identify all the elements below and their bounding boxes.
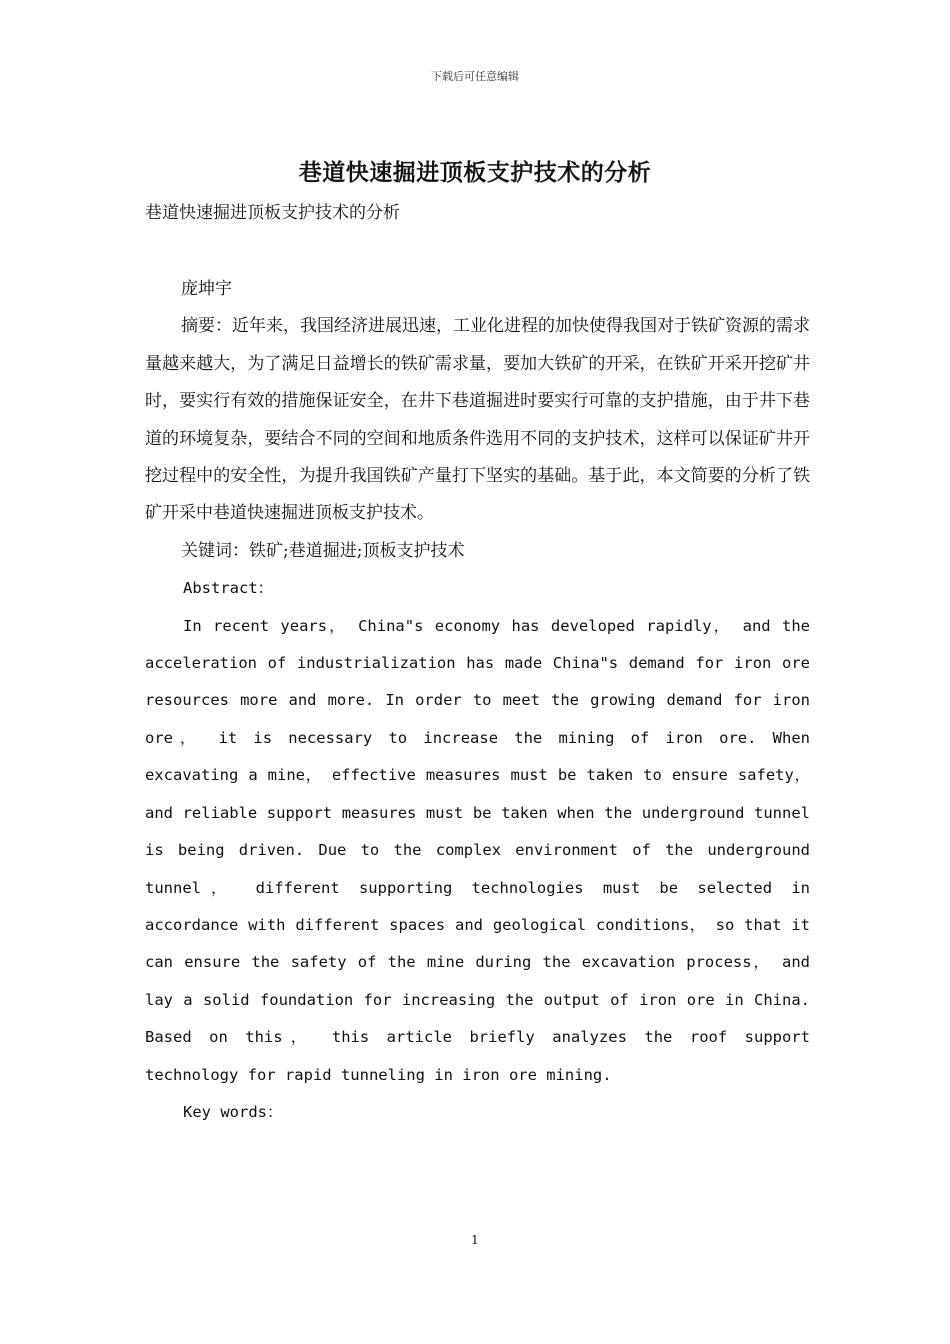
- header-note: 下载后可任意编辑: [431, 70, 519, 83]
- keywords-english-label: Key words：: [183, 1102, 283, 1121]
- keywords-chinese: 关键词：铁矿;巷道掘进;顶板支护技术: [181, 540, 465, 561]
- document-subtitle: 巷道快速掘进顶板支护技术的分析: [145, 203, 400, 223]
- document-body: [145, 199, 810, 1131]
- abstract-chinese: 摘要：近年来，我国经济进展迅速，工业化进程的加快使得我国对于铁矿资源的需求量越来越大，为了满足日益增长的铁矿需求量，要加大铁矿的开采，在铁矿开采开挖矿井时，要实行有效的措施保证安全，在井下巷道掘进时要实行可靠的支护措施，由于井下巷道的环境复杂，要结合不同的空间和地质条件选用不同的支护技术，这样可以保证矿井开挖过程中的安全性，为提升我国铁矿产量打下坚实的基础。基于此，本文简要的分析了铁矿开采中巷道快速掘进顶板支护技术。: [145, 316, 810, 524]
- page-number: 1: [471, 1233, 479, 1247]
- document-title: 巷道快速掘进顶板支护技术的分析: [298, 159, 652, 186]
- abstract-english-label: Abstract：: [183, 579, 274, 598]
- abstract-english: In recent years， China"s economy has developed rapidly， and the acceleration of industrialization has made China"s demand for iron ore resources more and more. In order to meet the growing demand for iron ore， it is necessary to increase the mining of iron ore. When excavating a mine， effective measures must be taken to ensure safety， and reliable support measures must be taken when the underground tunnel is being driven. Due to the complex environment of the underground tunnel， different supporting technologies must be selected in accordance with different spaces and geological conditions， so that it can ensure the safety of the mine during the excavation process， and lay a solid foundation for increasing the output of iron ore in China. Based on this， this article briefly analyzes the roof support technology for rapid tunneling in iron ore mining.: [145, 616, 810, 1084]
- author-name: 庞坤宇: [181, 279, 232, 299]
